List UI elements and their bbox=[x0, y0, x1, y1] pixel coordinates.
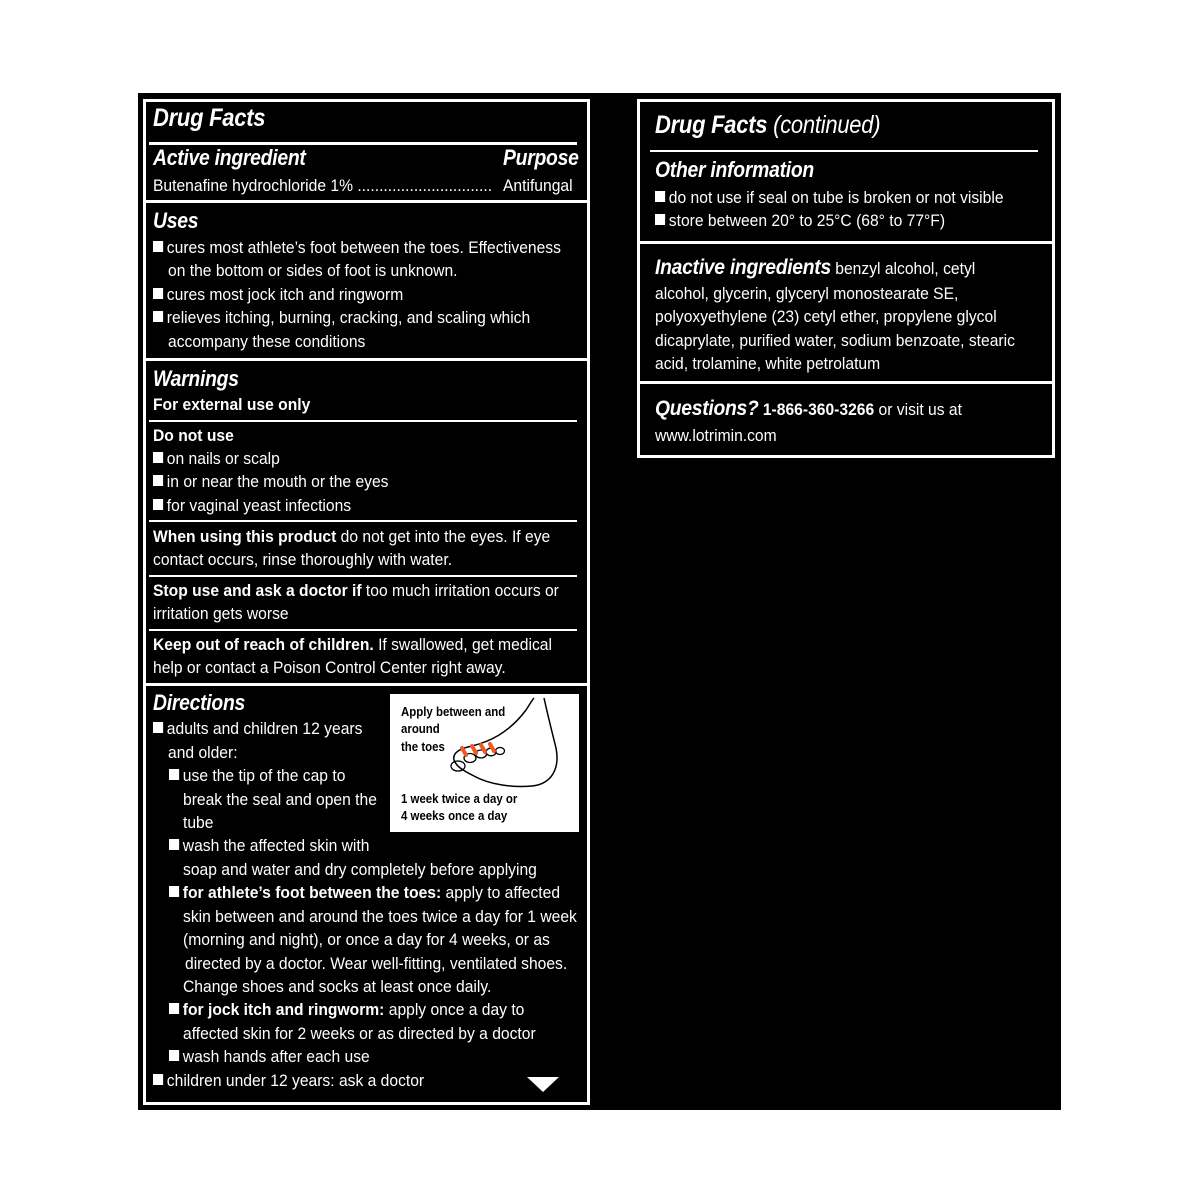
external-use-only: For external use only bbox=[153, 395, 311, 414]
directions-subitem-cont: tube bbox=[183, 813, 214, 832]
uses-item: relieves itching, burning, cracking, and scaling which bbox=[153, 306, 530, 329]
directions-item-cont: and older: bbox=[168, 743, 238, 762]
do-not-use-item: in or near the mouth or the eyes bbox=[153, 470, 389, 493]
section-divider bbox=[146, 200, 587, 203]
questions: Questions? 1-866-360-3266 or visit us at bbox=[655, 397, 962, 420]
other-information-item: store between 20° to 25°C (68° to 77°F) bbox=[655, 209, 945, 232]
directions-subitem-cont: directed by a doctor. Wear well-fitting, ventilated shoes. bbox=[185, 954, 568, 973]
directions-subitem-cont: break the seal and open the bbox=[183, 790, 377, 809]
directions-subitem: use the tip of the cap to bbox=[169, 764, 345, 787]
ingredient-name: Butenafine hydrochloride 1% bbox=[153, 176, 353, 195]
inactive-ingredients: Inactive ingredients benzyl alcohol, cetyl bbox=[655, 256, 976, 279]
do-not-use-item: on nails or scalp bbox=[153, 447, 280, 470]
divider bbox=[149, 575, 577, 577]
figure-label: around bbox=[401, 721, 440, 736]
divider bbox=[149, 520, 577, 522]
directions-item: adults and children 12 years bbox=[153, 717, 362, 740]
inactive-ingredients-cont: acid, trolamine, white petrolatum bbox=[655, 354, 881, 373]
drug-facts-title: Drug Facts bbox=[153, 104, 266, 132]
leader-dots: ............................... bbox=[357, 176, 493, 195]
website-link[interactable]: www.lotrimin.com bbox=[655, 426, 777, 445]
drug-facts-continued-title: Drug Facts (continued) bbox=[655, 111, 881, 139]
directions-subitem: for jock itch and ringworm: apply once a day to bbox=[169, 998, 524, 1021]
divider bbox=[149, 420, 577, 422]
uses-item-cont: on the bottom or sides of foot is unknown. bbox=[168, 261, 458, 280]
inactive-ingredients-cont: polyoxyethylene (23) cetyl ether, propylene glycol bbox=[655, 307, 997, 326]
section-divider bbox=[640, 241, 1052, 244]
warnings-heading: Warnings bbox=[153, 366, 239, 391]
directions-subitem-cont: Change shoes and socks at least once daily. bbox=[183, 977, 492, 996]
directions-subitem-cont: soap and water and dry completely before applying bbox=[183, 860, 537, 879]
keep-out-cont: help or contact a Poison Control Center right away. bbox=[153, 658, 506, 677]
purpose-value: Antifungal bbox=[503, 176, 573, 195]
section-divider bbox=[146, 683, 587, 686]
uses-heading: Uses bbox=[153, 208, 199, 233]
directions-item: children under 12 years: ask a doctor bbox=[153, 1069, 424, 1092]
directions-subitem-cont: skin between and around the toes twice a day for 1 week bbox=[183, 907, 577, 926]
when-using: When using this product do not get into the eyes. If eye bbox=[153, 527, 551, 546]
foot-icon bbox=[448, 696, 576, 790]
continue-arrow-icon bbox=[527, 1077, 559, 1093]
purpose-heading: Purpose bbox=[503, 145, 579, 170]
do-not-use-heading: Do not use bbox=[153, 426, 234, 445]
stop-use: Stop use and ask a doctor if too much irritation occurs or bbox=[153, 581, 559, 600]
inactive-ingredients-cont: dicaprylate, purified water, sodium benzoate, stearic bbox=[655, 331, 1015, 350]
figure-label: the toes bbox=[401, 739, 445, 754]
divider bbox=[149, 629, 577, 631]
ingredient-row bbox=[153, 174, 492, 197]
section-divider bbox=[640, 381, 1052, 384]
uses-item-cont: accompany these conditions bbox=[168, 332, 366, 351]
directions-subitem-cont: (morning and night), or once a day for 4 weeks, or as bbox=[183, 930, 550, 949]
divider bbox=[650, 150, 1038, 152]
keep-out-of-reach: Keep out of reach of children. If swallowed, get medical bbox=[153, 635, 552, 654]
figure-label: Apply between and bbox=[401, 704, 506, 719]
directions-subitem: wash hands after each use bbox=[169, 1045, 370, 1068]
uses-item: cures most athlete’s foot between the toes. Effectiveness bbox=[153, 236, 561, 259]
directions-heading: Directions bbox=[153, 690, 246, 715]
section-divider bbox=[146, 358, 587, 361]
figure-caption: 4 weeks once a day bbox=[401, 808, 508, 823]
inactive-ingredients-cont: alcohol, glycerin, glyceryl monostearate SE, bbox=[655, 284, 959, 303]
do-not-use-item: for vaginal yeast infections bbox=[153, 494, 351, 517]
directions-subitem: for athlete’s foot between the toes: apply to affected bbox=[169, 881, 560, 904]
stop-use-cont: irritation gets worse bbox=[153, 604, 289, 623]
active-ingredient-heading: Active ingredient bbox=[153, 145, 306, 170]
uses-item: cures most jock itch and ringworm bbox=[153, 283, 403, 306]
figure-caption: 1 week twice a day or bbox=[401, 791, 518, 806]
directions-subitem: wash the affected skin with bbox=[169, 834, 369, 857]
when-using-cont: contact occurs, rinse thoroughly with water. bbox=[153, 550, 453, 569]
other-information-heading: Other information bbox=[655, 157, 815, 182]
directions-subitem-cont: affected skin for 2 weeks or as directed by a doctor bbox=[183, 1024, 536, 1043]
other-information-item: do not use if seal on tube is broken or not visible bbox=[655, 186, 1004, 209]
